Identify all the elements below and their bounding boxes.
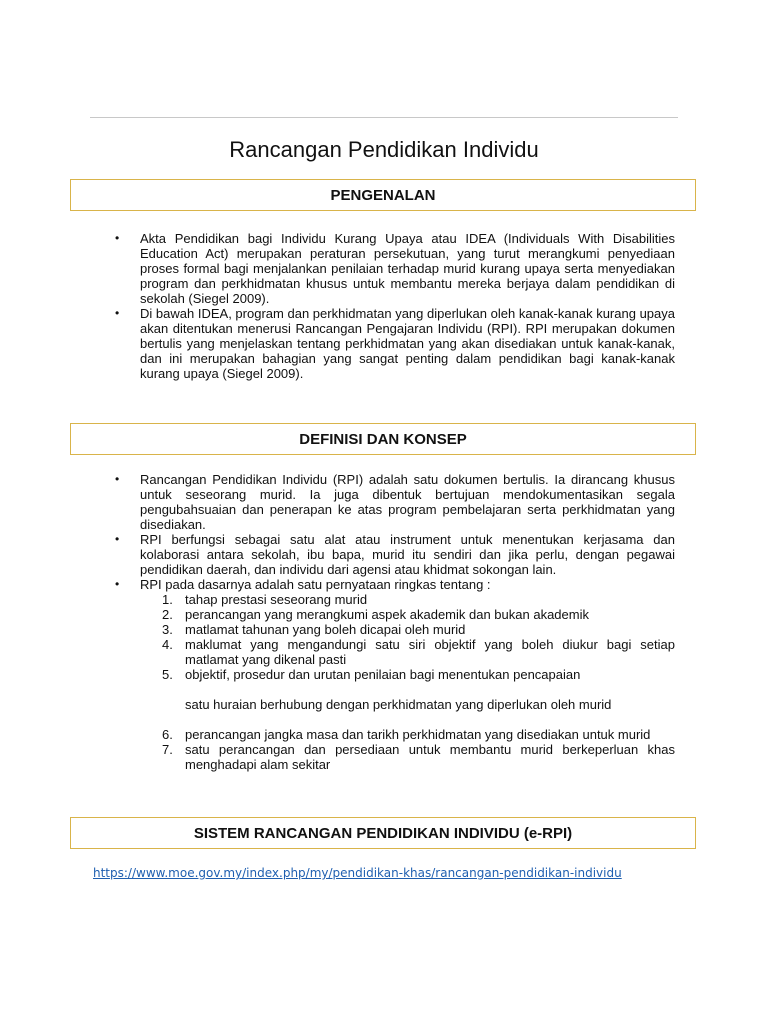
numbered-item: 2. perancangan yang merangkumi aspek akademik dan bukan akademik [162, 607, 589, 622]
list-item: • Di bawah IDEA, program dan perkhidmatan yang diperlukan oleh kanak-kanak kurang upaya akan ditentukan menerusi Rancangan Pengajaran Individu (RPI). RPI merupakan dokumen bertulis yang menjelaskan tentang perkhidmatan yang akan disediakan untuk kanak-kanak, dan ini merupakan bahagian yang sangat penting dalam pendidikan bagi kanak-kanak kurang upaya (Siegel 2009). [115, 306, 675, 381]
list-item: • Rancangan Pendidikan Individu (RPI) adalah satu dokumen bertulis. Ia dirancang khusus untuk seseorang murid. Ia juga dibentuk bertujuan mendokumentasikan segala pengubahsuaian dan penerapan ke atas program pembelajaran serta perkhidmatan yang disediakan. [115, 472, 675, 532]
page-title: Rancangan Pendidikan Individu [229, 137, 539, 162]
list-item: • RPI berfungsi sebagai satu alat atau instrument untuk menentukan kerjasama dan kolaborasi antara sekolah, ibu bapa, murid itu sendiri dan jika perlu, dengan pegawai pendidikan daerah, dan individu dari agensi atau khidmat sokongan lain. [115, 532, 675, 577]
numbered-list-a [162, 592, 675, 682]
definisi-bullet-list [115, 472, 675, 772]
pengenalan-bullet-list [115, 231, 675, 381]
numbered-item: 6. perancangan jangka masa dan tarikh perkhidmatan yang disediakan untuk murid [162, 727, 651, 742]
numbered-item: 4. maklumat yang mengandungi satu siri objektif yang boleh diukur bagi setiap matlamat yang dikenal pasti [162, 637, 675, 667]
moe-rpi-link[interactable]: https://www.moe.gov.my/index.php/my/pendidikan-khas/rancangan-pendidikan-individu [93, 866, 622, 880]
section-heading-definisi: DEFINISI DAN KONSEP [70, 423, 696, 455]
numbered-item: 3. matlamat tahunan yang boleh dicapai oleh murid [162, 622, 466, 637]
numbered-item: 7. satu perancangan dan persediaan untuk membantu murid berkeperluan khas menghadapi alam sekitar [162, 742, 675, 772]
section-heading-pengenalan: PENGENALAN [70, 179, 696, 211]
top-divider [90, 117, 678, 118]
section-heading-sistem-erpi: SISTEM RANCANGAN PENDIDIKAN INDIVIDU (e-RPI) [70, 817, 696, 849]
list-item-text: RPI pada dasarnya adalah satu pernyataan ringkas tentang : [140, 577, 491, 592]
list-item: • Akta Pendidikan bagi Individu Kurang Upaya atau IDEA (Individuals With Disabilities Education Act) merupakan peraturan persekutuan, yang turut merangkumi penyediaan proses formal bagi menjalankan penilaian terhadap murid kurang upaya serta menyediakan program dan perkhidmatan khusus untuk membantu mereka berjaya dalam pendidikan di sekolah (Siegel 2009). [115, 231, 675, 306]
service-description-note: satu huraian berhubung dengan perkhidmatan yang diperlukan oleh murid [185, 697, 612, 712]
list-item [115, 577, 675, 772]
numbered-list-b [162, 727, 675, 772]
numbered-item: 5. objektif, prosedur dan urutan penilaian bagi menentukan pencapaian [162, 667, 581, 682]
numbered-item: 1. tahap prestasi seseorang murid [162, 592, 368, 607]
